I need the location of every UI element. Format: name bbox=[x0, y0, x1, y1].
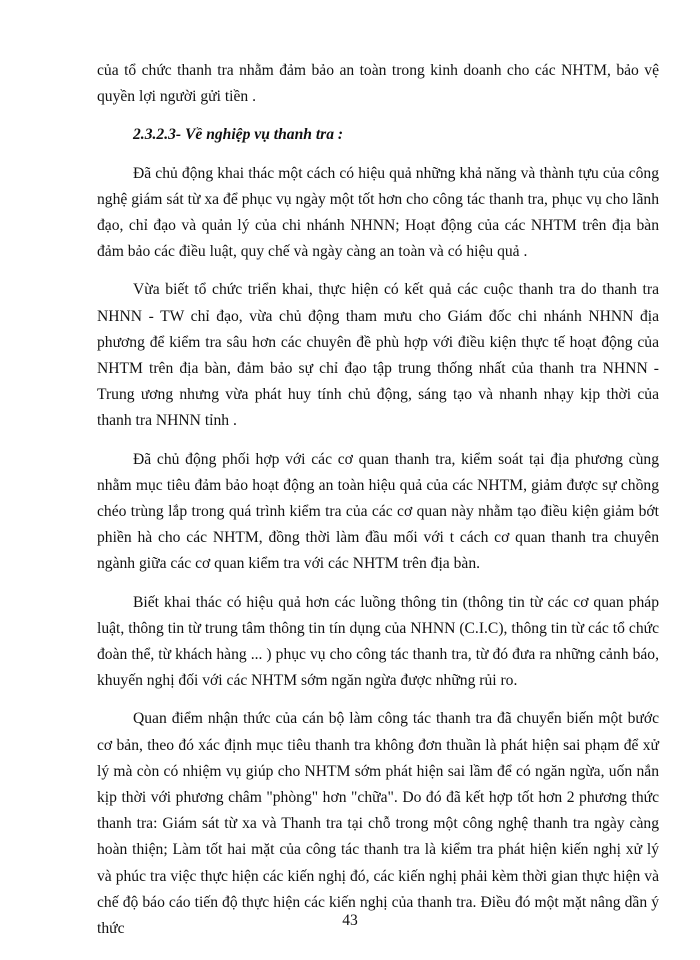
section-heading: 2.3.2.3- Về nghiệp vụ thanh tra : bbox=[133, 126, 344, 144]
paragraph-continuation: của tổ chức thanh tra nhằm đảm bảo an toàn trong kinh doanh cho các NHTM, bảo vệ quyền lợi người gửi tiền . bbox=[97, 62, 659, 106]
body-text bbox=[97, 58, 659, 952]
paragraph: Quan điểm nhận thức của cán bộ làm công tác thanh tra đã chuyển biến một bước cơ bản, theo đó xác định mục tiêu thanh tra không đơn thuần là phát hiện sai phạm để xử lý mà còn có nhiệm vụ giúp cho NHTM sớm phát hiện sai lầm để có ngăn ngừa, uốn nắn kịp thời với phương châm "phòng" hơn "chữa". Do đó đã kết hợp tốt hơn 2 phương thức thanh tra: Giám sát từ xa và Thanh tra tại chỗ trong một công nghệ thanh tra ngày càng hoàn thiện; Làm tốt hai mặt của công tác thanh tra là kiểm tra phát hiện kiến nghị xử lý và phúc tra việc thực hiện các kiến nghị đó, các kiến nghị phải kèm thời gian thực hiện và chế độ báo cáo tiến độ thực hiện các kiến nghị của thanh tra. Điều đó một mặt nâng dần ý thức bbox=[97, 710, 659, 938]
paragraph: Đã chủ động phối hợp với các cơ quan thanh tra, kiểm soát tại địa phương cùng nhằm mục tiêu đảm bảo hoạt động an toàn hiệu quả của các NHTM, giảm được sự chồng chéo trùng lắp trong quá trình kiểm tra của các cơ quan này nhằm tạo điều kiện giảm bớt phiền hà cho các NHTM, đồng thời làm đầu mối với t cách cơ quan thanh tra chuyên ngành giữa các cơ quan kiểm tra với các NHTM trên địa bàn. bbox=[97, 450, 659, 573]
paragraph: Biết khai thác có hiệu quả hơn các luồng thông tin (thông tin từ các cơ quan pháp luật, thông tin từ trung tâm thông tin tín dụng của NHNN (C.I.C), thông tin từ các tổ chức đoàn thể, từ khách hàng ... ) phục vụ cho công tác thanh tra, từ đó đưa ra những cảnh báo, khuyến nghị đối với các NHTM sớm ngăn ngừa được những rủi ro. bbox=[97, 593, 659, 690]
paragraph: Vừa biết tổ chức triển khai, thực hiện có kết quả các cuộc thanh tra do thanh tra NHNN - TW chỉ đạo, vừa chủ động tham mưu cho Giám đốc chi nhánh NHNN địa phương để kiểm tra sâu hơn các chuyên đề phù hợp với điều kiện thực tế hoạt động của NHTM trên địa bàn, đảm bảo sự chỉ đạo tập trung thống nhất của thanh tra NHNN - Trung ương nhưng vừa phát huy tính chủ động, sáng tạo và nhanh nhạy kịp thời của thanh tra NHNN tỉnh . bbox=[97, 281, 659, 430]
page-number: 43 bbox=[342, 912, 358, 929]
paragraph: Đã chủ động khai thác một cách có hiệu quả những khả năng và thành tựu của công nghệ giám sát từ xa để phục vụ ngày một tốt hơn cho công tác thanh tra, phục vụ cho lãnh đạo, chỉ đạo và quản lý của chi nhánh NHNN; Hoạt động của các NHTM trên địa bàn đảm bảo các điều luật, quy chế và ngày càng an toàn và có hiệu quả . bbox=[97, 164, 659, 261]
